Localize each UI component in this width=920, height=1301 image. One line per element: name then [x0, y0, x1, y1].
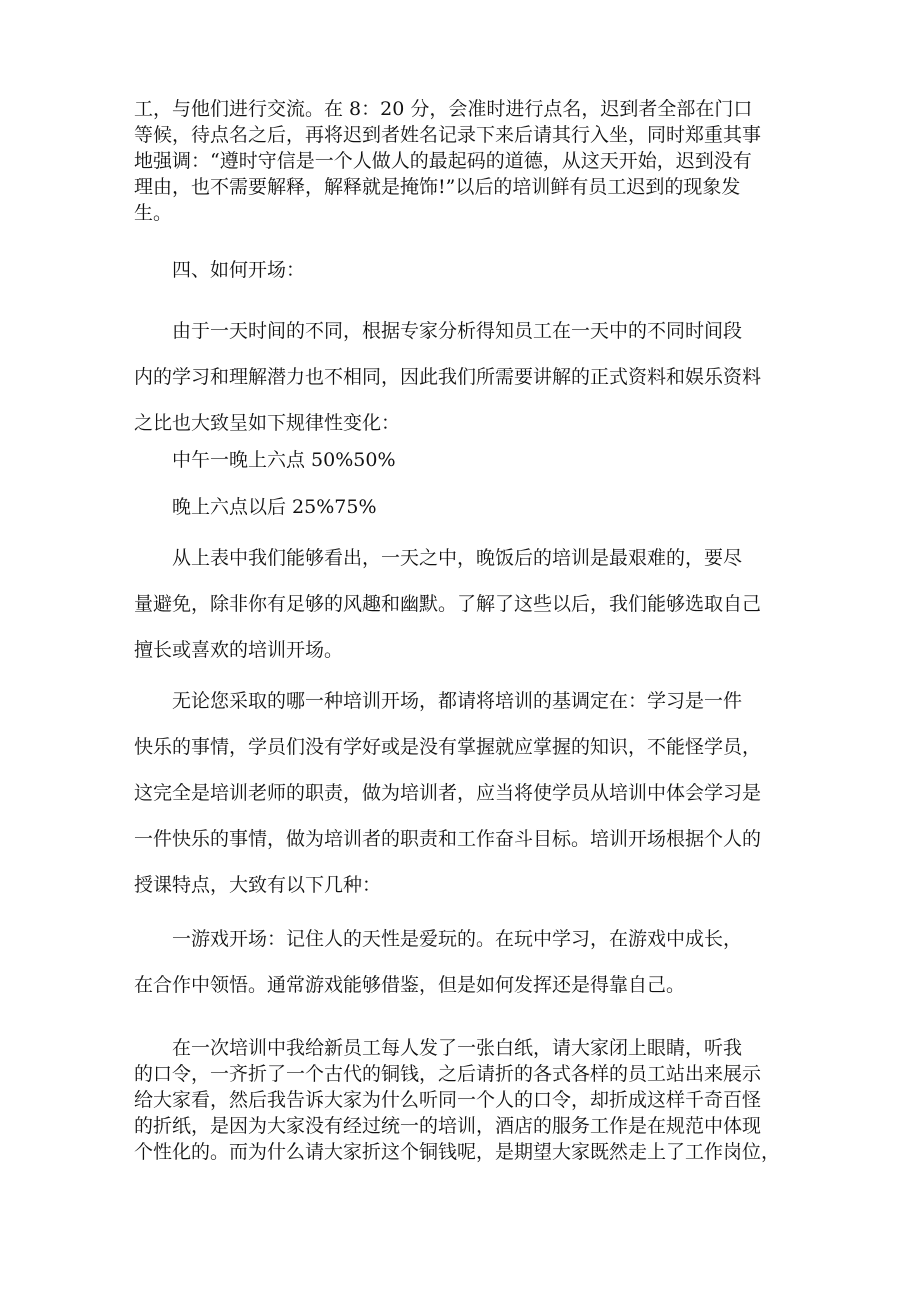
text-line: 工，与他们进行交流。在 8：20 分，会准时进行点名，迟到者全部在门口	[134, 98, 753, 120]
ratio-row-evening	[134, 492, 794, 522]
paragraph-punctuality	[134, 96, 794, 226]
text-line: 由于一天时间的不同，根据专家分析得知员工在一天中的不同时间段	[172, 320, 743, 342]
section-heading	[134, 255, 794, 285]
text-line: 快乐的事情，学员们没有学好或是没有掌握就应掌握的知识，不能怪学员，	[134, 736, 762, 758]
ratio-row-text: 中午一晚上六点 50%50%	[172, 449, 396, 471]
paragraph-training-tone	[134, 678, 794, 908]
text-line: 内的学习和理解潜力也不相同，因此我们所需要讲解的正式资料和娱乐资料	[134, 366, 762, 388]
text-line: 这完全是培训老师的职责，做为培训者，应当将使学员从培训中体会学习是	[134, 782, 762, 804]
text-line: 等候，待点名之后，再将迟到者姓名记录下来后请其行入坐，同时郑重其事	[134, 124, 762, 146]
paragraph-time-analysis	[134, 308, 794, 446]
text-line: 的折纸，是因为大家没有经过统一的培训，酒店的服务工作是在规范中体现	[134, 1115, 762, 1137]
text-line: 擅长或喜欢的培训开场。	[134, 639, 344, 661]
text-line: 授课特点，大致有以下几种：	[134, 874, 382, 896]
text-line: 无论您采取的哪一种培训开场，都请将培训的基调定在：学习是一件	[172, 690, 743, 712]
text-line: 之比也大致呈如下规律性变化：	[134, 412, 401, 434]
text-line: 一件快乐的事情，做为培训者的职责和工作奋斗目标。培训开场根据个人的	[134, 828, 762, 850]
ratio-row-noon	[134, 445, 794, 475]
text-line: 从上表中我们能够看出，一天之中，晚饭后的培训是最艰难的，要尽	[172, 547, 743, 569]
text-line: 在一次培训中我给新员工每人发了一张白纸，请大家闭上眼睛，听我	[172, 1037, 743, 1059]
text-line: 生。	[134, 202, 173, 224]
section-heading-text: 四、如何开场：	[172, 259, 306, 281]
text-line: 理由，也不需要解释，解释就是掩饰!”以后的培训鲜有员工迟到的现象发	[134, 176, 741, 198]
text-line: 量避免，除非你有足够的风趣和幽默。了解了这些以后，我们能够选取自己	[134, 593, 762, 615]
text-line: 个性化的。而为什么请大家折这个铜钱呢，是期望大家既然走上了工作岗位，	[134, 1141, 781, 1163]
ratio-row-text: 晚上六点以后 25%75%	[172, 496, 377, 518]
paragraph-paper-folding	[134, 1035, 794, 1165]
text-line: 在合作中领悟。通常游戏能够借鉴，但是如何发挥还是得靠自己。	[134, 974, 686, 996]
paragraph-game-opening	[134, 916, 794, 1008]
text-line: 一游戏开场：记住人的天性是爱玩的。在玩中学习，在游戏中成长，	[172, 928, 743, 950]
text-line: 给大家看，然后我告诉大家为什么听同一个人的口令，却折成这样千奇百怪	[134, 1089, 762, 1111]
paragraph-conclusion	[134, 535, 794, 673]
text-line: 的口令，一齐折了一个古代的铜钱，之后请折的各式各样的员工站出来展示	[134, 1063, 762, 1085]
text-line: 地强调：“遵时守信是一个人做人的最起码的道德，从这天开始，迟到没有	[134, 150, 752, 172]
